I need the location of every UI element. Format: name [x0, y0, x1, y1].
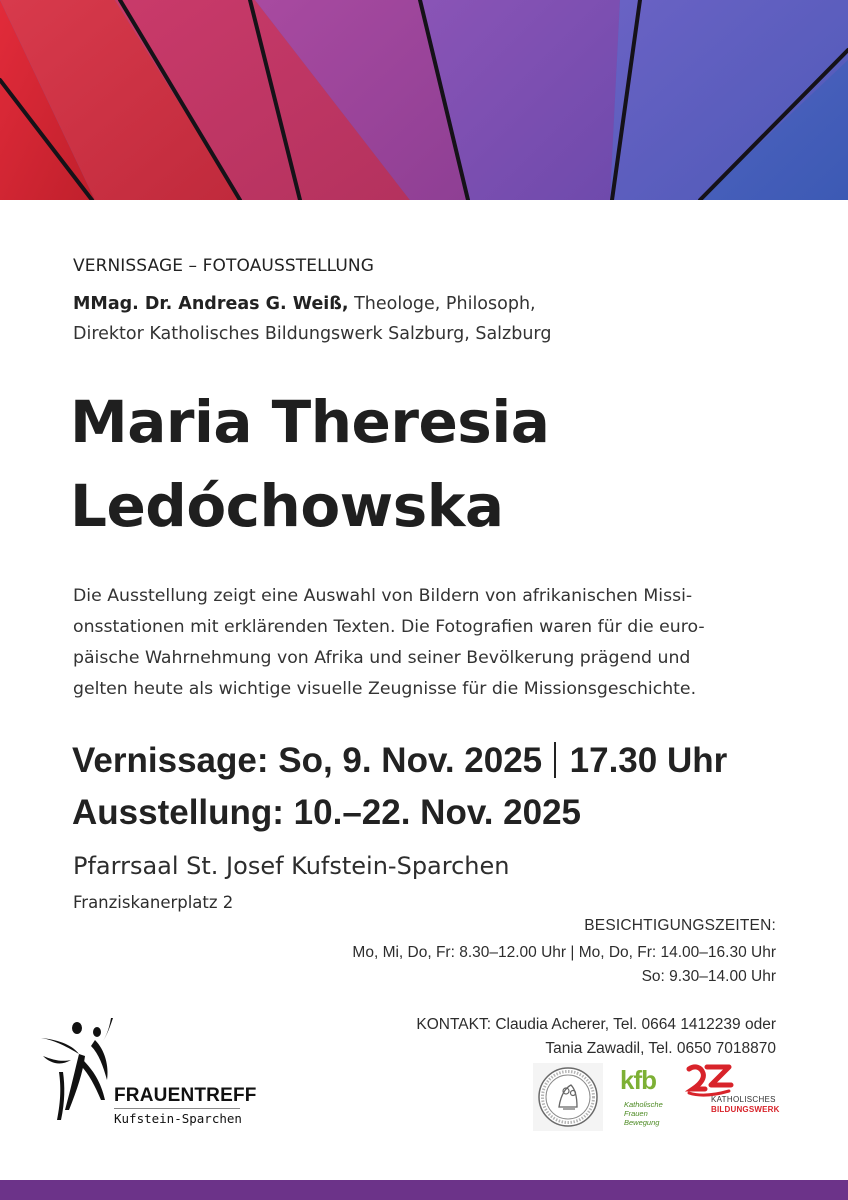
- kbw-emblem-icon: [685, 1063, 735, 1097]
- title-line-2: Ledóchowska: [70, 472, 504, 540]
- exhibition-title: [70, 380, 549, 548]
- frauentreff-name: FRAUENTREFF: [114, 1085, 257, 1106]
- opening-hours-weekdays: Mo, Mi, Do, Fr: 8.30–12.00 Uhr | Mo, Do, Fr: 14.00–16.30 Uhr: [352, 944, 776, 961]
- opening-hours-label: BESICHTIGUNGSZEITEN:: [584, 917, 776, 934]
- opening-hours-sunday: So: 9.30–14.00 Uhr: [641, 968, 776, 985]
- speaker-line-2: Direktor Katholisches Bildungswerk Salzburg, Salzburg: [73, 324, 552, 344]
- vernissage-date-text: Vernissage: So, 9. Nov. 2025: [72, 741, 543, 780]
- umbrella-banner-image: [0, 0, 848, 200]
- kfb-text-line: Katholische: [624, 1100, 663, 1109]
- katholisches-bildungswerk-logo: [685, 1063, 780, 1131]
- description-line: Die Ausstellung zeigt eine Auswahl von Bildern von afrikanischen Missi-: [73, 586, 693, 606]
- kfb-text-line: Bewegung: [624, 1118, 660, 1127]
- vernissage-time: 17.30 Uhr: [569, 741, 728, 780]
- footer-color-bar: [0, 1180, 848, 1200]
- description-line: päische Wahrnehmung von Afrika und seiner Bevölkerung prägend und: [73, 648, 691, 668]
- seal-icon: [533, 1063, 603, 1131]
- frauentreff-logo: [35, 1010, 257, 1135]
- frauentreff-subtitle: Kufstein-Sparchen: [114, 1111, 242, 1126]
- contact-line-1: KONTAKT: Claudia Acherer, Tel. 0664 1412239 oder: [416, 1016, 776, 1033]
- description-line: gelten heute als wichtige visuelle Zeugnisse für die Missionsgeschichte.: [73, 679, 697, 699]
- dancing-figures-icon: [35, 1010, 115, 1130]
- vernissage-date: [72, 741, 727, 781]
- kfb-mark: kfb: [620, 1065, 656, 1095]
- description-line: onsstationen mit erklärenden Texten. Die Fotografien waren für die euro-: [73, 617, 705, 637]
- kbw-text-line: KATHOLISCHES: [711, 1095, 776, 1104]
- kbw-text-line: BILDUNGSWERK: [711, 1105, 780, 1114]
- event-overline: VERNISSAGE – FOTOAUSSTELLUNG: [73, 256, 374, 276]
- title-line-1: Maria Theresia: [70, 388, 550, 456]
- exhibition-description: [73, 581, 778, 705]
- date-separator: [554, 742, 556, 778]
- exhibition-dates: Ausstellung: 10.–22. Nov. 2025: [72, 793, 582, 832]
- speaker-role: Theologe, Philosoph,: [348, 294, 536, 314]
- frauentreff-divider: [114, 1108, 240, 1109]
- parish-seal-logo: [533, 1063, 603, 1131]
- kfb-logo: [616, 1063, 678, 1131]
- speaker-name: MMag. Dr. Andreas G. Weiß,: [73, 294, 349, 314]
- venue-address: Franziskanerplatz 2: [73, 893, 234, 912]
- contact-line-2: Tania Zawadil, Tel. 0650 7018870: [545, 1040, 776, 1057]
- venue-name: Pfarrsaal St. Josef Kufstein-Sparchen: [73, 852, 510, 880]
- speaker-line-1: [73, 294, 536, 314]
- kfb-text-line: Frauen: [624, 1109, 648, 1118]
